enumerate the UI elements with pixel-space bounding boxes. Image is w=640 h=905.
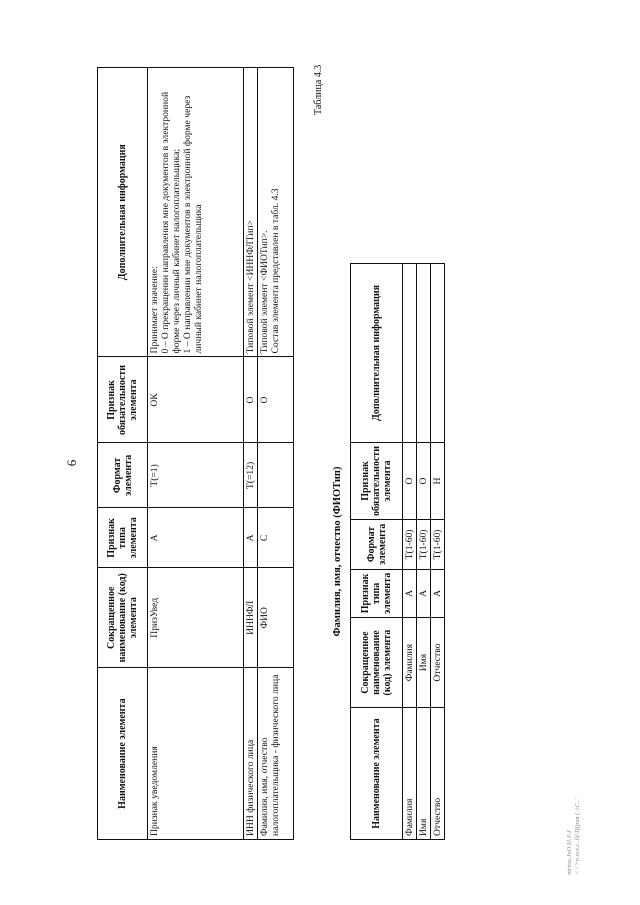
cell-code: ФИО [258,568,294,668]
header-code: Сокращенное наименование (код) элемента [351,618,403,708]
cell-name: Отчество [431,708,445,840]
cell-type: А [417,569,431,617]
cell-code: Фамилия [403,618,417,708]
header-type: Признак типа элемента [351,569,403,617]
table-label: Таблица 4.3 [313,64,324,115]
cell-name: Имя [417,708,431,840]
cell-info: Типовой элемент <ИННФЛТип> [244,68,258,357]
header-format: Формат элемента [98,443,148,508]
cell-format: T(1-60) [417,519,431,569]
table-row [403,264,417,840]
page-number: 6 [64,459,79,467]
cell-code: ИННФЛ [244,568,258,668]
cell-info [403,264,417,443]
table-row [244,68,258,840]
table-header-row [351,264,403,840]
cell-required: О [417,442,431,519]
table-row [148,68,244,840]
cell-format: T(1-60) [403,519,417,569]
cell-required: О [258,357,294,443]
header-name: Наименование элемента [98,668,148,840]
cell-name: Фамилия, имя, отчество налогоплательщика - физического лица [258,668,294,840]
cell-code: Имя [417,618,431,708]
table-header-row [98,68,148,840]
cell-code: Отчество [431,618,445,708]
stamp-line-2: < \'>n.sv.t.c..ll(/Ц(рая (.\\С..' [574,798,581,875]
cell-required: ОК [148,357,244,443]
header-type: Признак типа элемента [98,508,148,568]
cell-info [431,264,445,443]
cell-name: Фамилия [403,708,417,840]
cell-type: А [244,508,258,568]
elements-table [97,67,294,840]
cell-code: ПризУвед [148,568,244,668]
header-name: Наименование элемента [351,708,403,840]
cell-type: А [403,569,417,617]
table-row [258,68,294,840]
table-row [417,264,431,840]
header-format: Формат элемента [351,519,403,569]
table-title: Фамилия, имя, отчество (ФИОТип) [332,466,343,637]
cell-name: Признак уведомления [148,668,244,840]
cell-name: ИНН физического лица [244,668,258,840]
cell-format [258,443,294,508]
header-info: Дополнительная информация [351,264,403,443]
table-row [431,264,445,840]
cell-info [417,264,431,443]
fio-table [350,263,445,840]
header-required: Признак обязательности элемента [98,357,148,443]
cell-type: С [258,508,294,568]
cell-required: О [403,442,417,519]
cell-required: О [244,357,258,443]
cell-info: Типовой элемент <ФИОТип>. Состав элемента представлен в табл. 4.3 [258,68,294,357]
header-code: Сокращенное наименование (код) элемента [98,568,148,668]
cell-info: Принимает значение: 0 – О прекращении направления мне документов в электронной форме через личный кабинет налогоплательщика; 1 – О направлении мне документов в электронной форме через личный кабинет налогоплательщика [148,68,244,357]
header-required: Признак обязательности элемента [351,442,403,519]
cell-required: Н [431,442,445,519]
cell-type: А [431,569,445,617]
stamp-line-1: ntrtoo.JnO.IJ.J-J [566,830,573,875]
cell-format: T(=12) [244,443,258,508]
cell-type: А [148,508,244,568]
cell-format: T(=1) [148,443,244,508]
header-info: Дополнительная информация [98,68,148,357]
registration-stamp [566,798,582,875]
cell-format: T(1-60) [431,519,445,569]
